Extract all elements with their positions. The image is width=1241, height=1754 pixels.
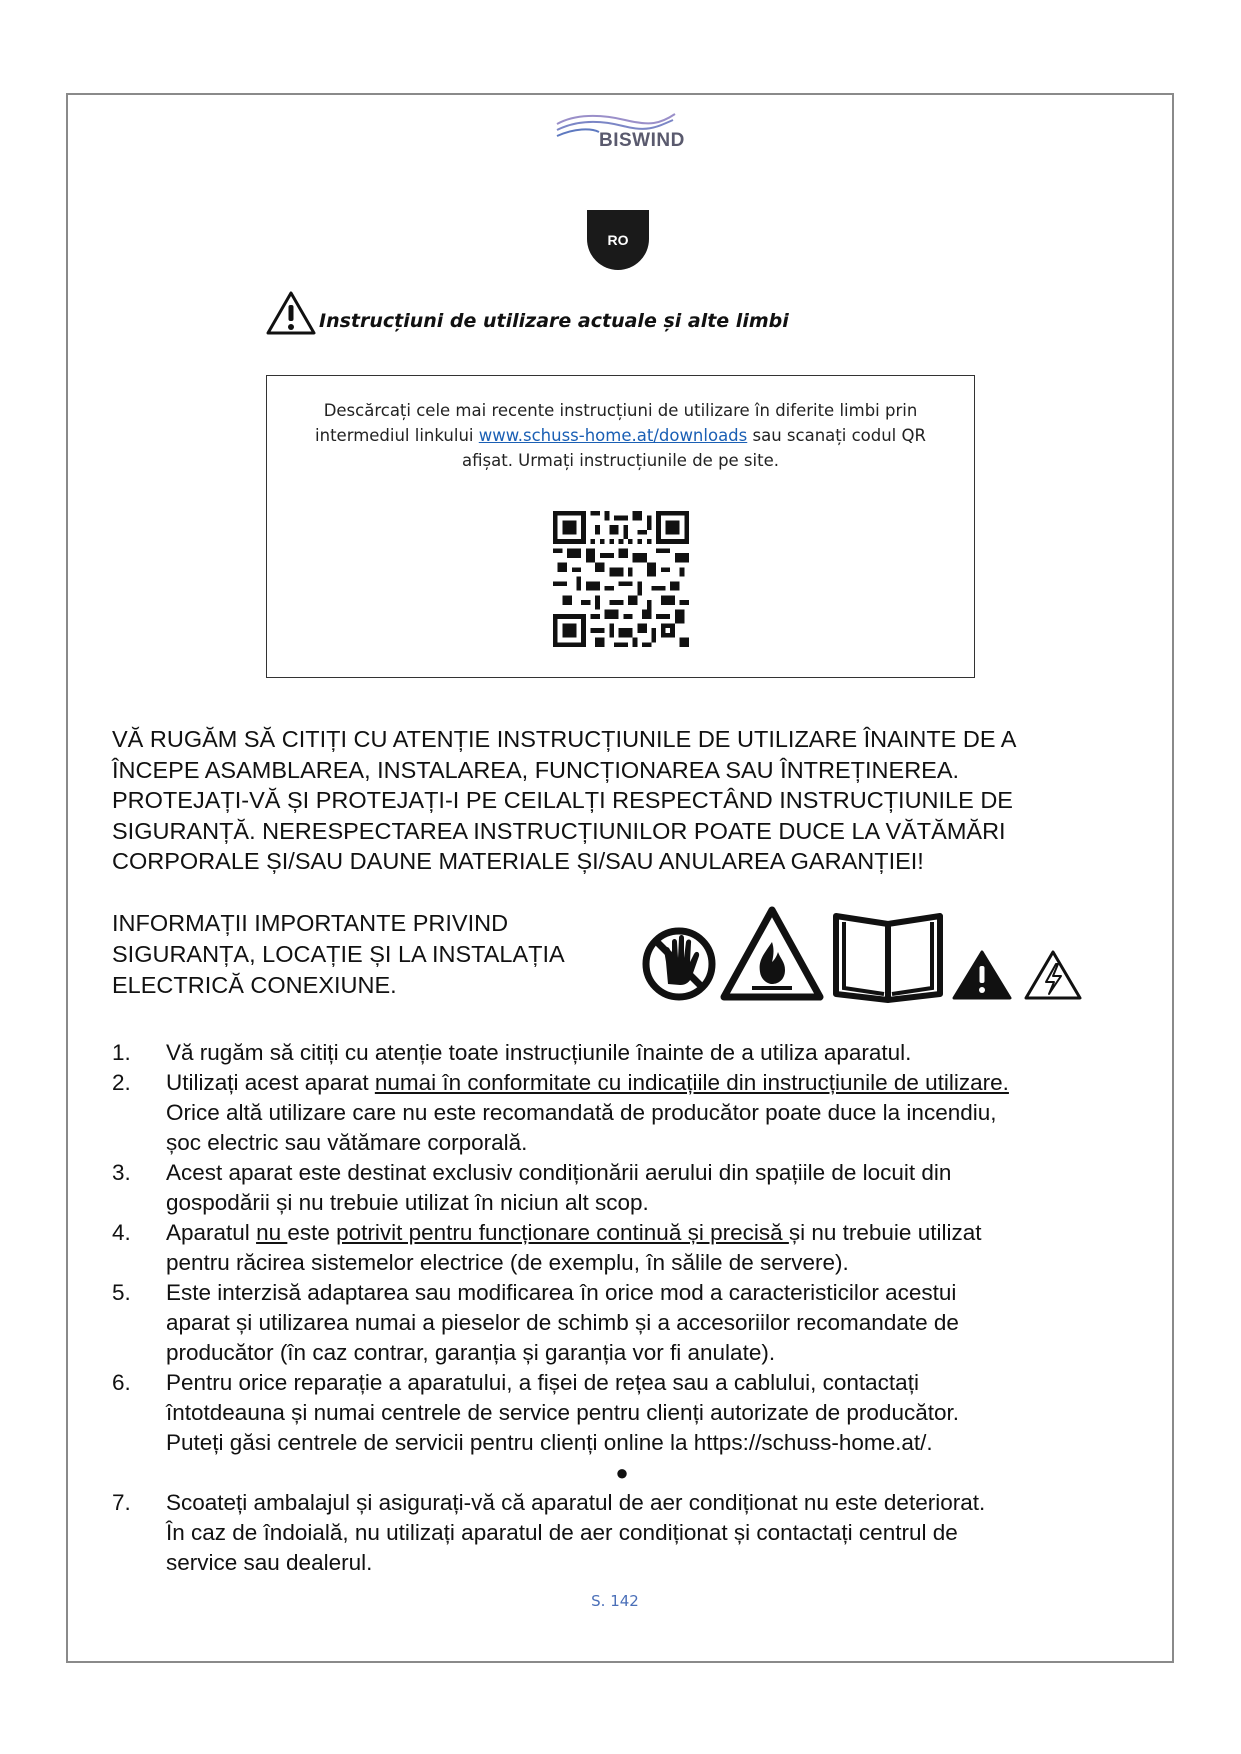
important-info-heading [112,908,565,1001]
item-text-part: este [287,1220,337,1245]
list-item [112,1218,1132,1278]
list-item [112,1488,1132,1578]
warning-line-3: PROTEJAȚI-VĂ ȘI PROTEJAȚI-I PE CEILALȚI RESPECTÂND INSTRUCȚIUNILE DE [112,787,1013,813]
warning-line-5: CORPORALE ȘI/SAU DAUNE MATERIALE ȘI/SAU ANULAREA GARANȚIEI! [112,848,924,874]
important-line-3: ELECTRICĂ CONEXIUNE. [112,972,397,998]
item-number: 3. [112,1160,131,1185]
list-item [112,1038,1132,1068]
item-text: Scoateți ambalajul și asigurați-vă că aparatul de aer condiționat nu este deteriorat. [166,1490,986,1515]
item-number: 2. [112,1070,131,1095]
info-line-2-start: intermediul linkului [315,426,479,445]
item-text [166,1218,1132,1248]
logo-text: BISWIND [599,130,685,151]
item-text [166,1068,1132,1098]
item-text-underlined: numai în conformitate cu indicațiile din instrucțiunile de utilizare. [374,1070,1009,1095]
warning-icon [954,952,1010,998]
warning-line-2: ÎNCEPE ASAMBLAREA, INSTALAREA, FUNCȚIONAREA SAU ÎNTREȚINEREA. [112,756,960,783]
item-text: Este interzisă adaptarea sau modificarea în orice mod a caracteristicilor acestui [166,1280,957,1305]
info-line-3: afișat. Urmați instrucțiunile de pe site. [462,451,779,470]
item-number: 1. [112,1040,131,1065]
warning-triangle-icon [265,290,317,336]
item-text: În caz de îndoială, nu utilizați aparatul de aer condiționat și contactați centrul de [166,1520,958,1545]
item-number: 4. [112,1220,131,1245]
flammable-warning-icon [724,910,820,997]
item-text: gospodării și nu trebuie utilizat în niciun alt scop. [166,1190,649,1215]
item-text-underlined: nu [256,1220,288,1245]
safety-icons [640,902,1140,1007]
item-text: șoc electric sau vătămare corporală. [166,1130,528,1155]
download-info-text [267,398,974,473]
item-text-underlined: potrivit pentru funcționare continuă și precisă [336,1220,789,1245]
list-item [112,1068,1132,1158]
item-text: Vă rugăm să citiți cu atenție toate instrucțiunile înainte de a utiliza aparatul. [166,1040,912,1065]
important-line-2: SIGURANȚA, LOCAȚIE ȘI LA INSTALAȚIA [112,941,565,967]
item-number: 7. [112,1490,131,1515]
biswind-logo [555,110,685,156]
safety-instructions-list [112,1038,1132,1578]
list-item [112,1158,1132,1218]
item-text: Orice altă utilizare care nu este recomandată de producător poate duce la incendiu, [166,1100,997,1125]
warning-line-1: VĂ RUGĂM SĂ CITIȚI CU ATENȚIE INSTRUCȚIUNILE DE UTILIZARE ÎNAINTE DE A [112,726,1017,752]
language-badge: RO [587,210,649,270]
important-line-1: INFORMAȚII IMPORTANTE PRIVIND [112,910,509,936]
item-text: service sau dealerul. [166,1550,373,1575]
item-text: întotdeauna și numai centrele de service pentru clienți autorizate de producător. [166,1400,959,1425]
warning-line-4: SIGURANȚĂ. NERESPECTAREA INSTRUCȚIUNILOR POATE DUCE LA VĂTĂMĂRI [112,817,1006,844]
item-text: pentru răcirea sistemelor electrice (de exemplu, în sălile de servere). [166,1250,849,1275]
download-info-box [266,375,975,678]
info-line-2 [267,423,974,448]
item-text: aparat și utilizarea numai a pieselor de schimb și a accesoriilor recomandate de [166,1310,959,1335]
item-text: Acest aparat este destinat exclusiv condiționării aerului din spațiile de locuit din [166,1160,952,1185]
download-link[interactable]: www.schuss-home.at/downloads [478,426,748,445]
item-text: producător (în caz contrar, garanția și garanția vor fi anulate). [166,1340,776,1365]
electric-hazard-icon [1026,952,1080,998]
read-manual-icon [836,916,940,1000]
item-text-part: Utilizați acest aparat [166,1070,375,1095]
list-item [112,1368,1132,1458]
info-line-2-end: sau scanați codul QR [747,426,926,445]
info-line-1: Descărcați cele mai recente instrucțiuni de utilizare în diferite limbi prin [323,401,918,420]
warning-heading-text: Instrucțiuni de utilizare actuale și alte limbi [319,310,789,332]
item-text-part: Aparatul [166,1220,257,1245]
bullet-separator: ● [615,1460,629,1485]
item-number: 5. [112,1280,131,1305]
item-number: 6. [112,1370,131,1395]
list-item [112,1278,1132,1368]
item-text-part: și nu trebuie utilizat [788,1220,982,1245]
page-number: S. 142 [591,1592,639,1610]
item-text: Pentru orice reparație a aparatului, a fișei de rețea sau a cablului, contactați [166,1370,919,1395]
item-text: Puteți găsi centrele de servicii pentru clienți online la https://schuss-home.at/. [166,1430,933,1455]
safety-warning-paragraph [112,724,1132,877]
qr-code[interactable] [553,511,689,647]
no-touch-icon [646,931,712,997]
warning-heading [265,290,789,336]
